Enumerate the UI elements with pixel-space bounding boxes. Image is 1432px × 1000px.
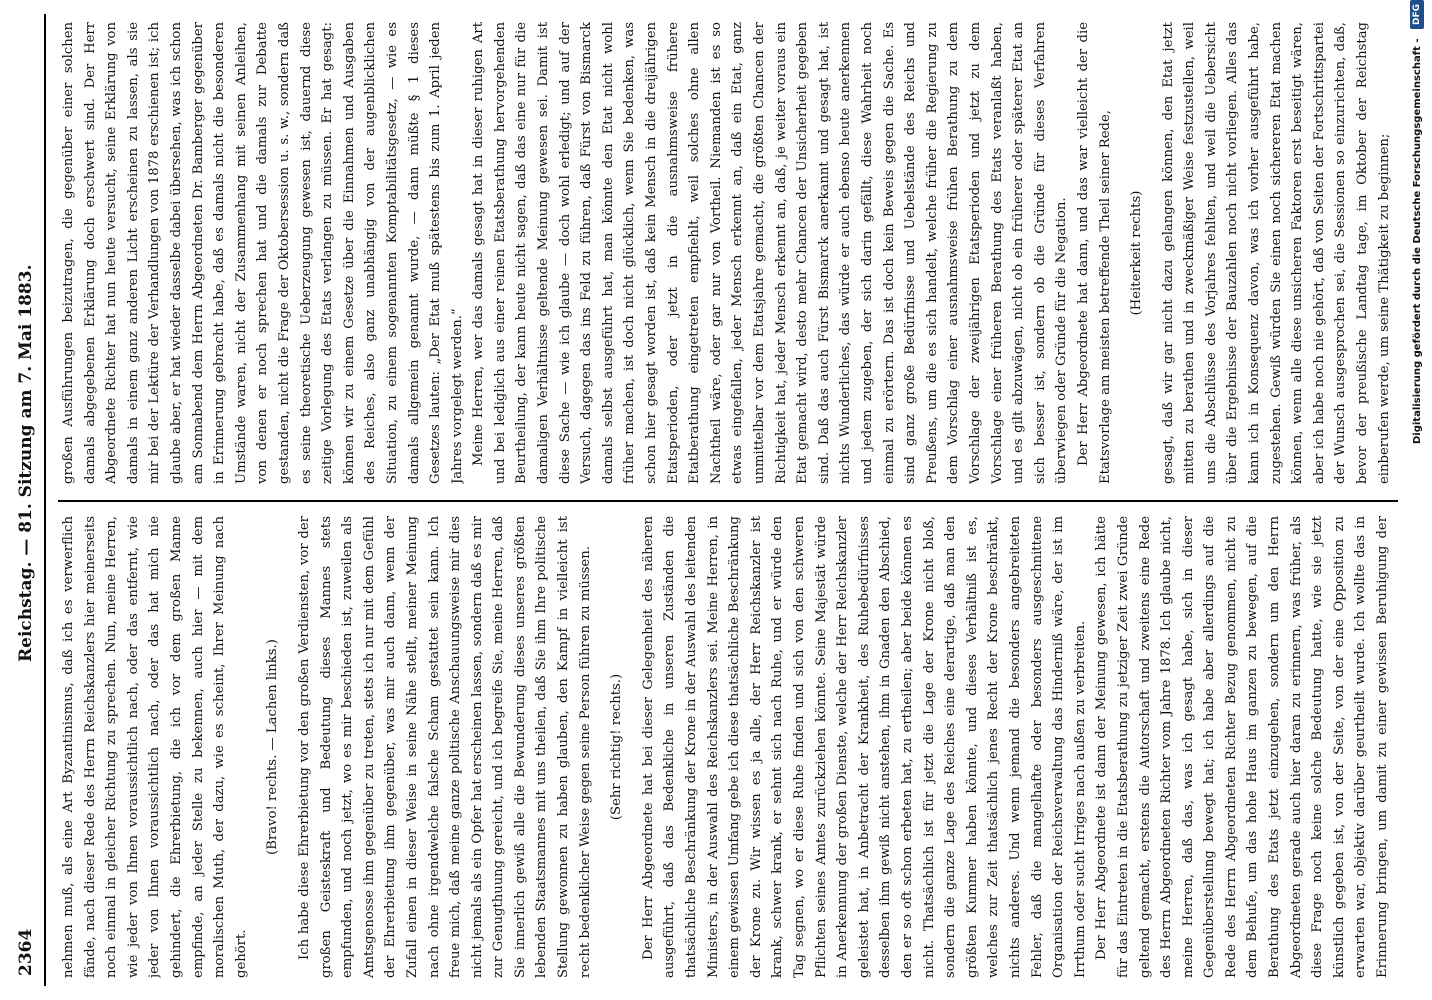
paragraph: nehmen muß, als eine Art Byzantinismus, daß ich es verwerflich fände, nach dieser Rede des Herrn Reichskanzlers hier meinerseits noch einmal in gleicher Richtung zu sprechen. Nun, meine Herren, wie jeder von Ihnen voraussichtlich nach, oder das entfernt, wie jeder von Ihnen voraussichtlich nach, oder das hat mich nie gehindert, die Ehrerbietung, die ich vor dem großen Manne empfinde, an jeder Stelle zu bekennen, auch hier — mit dem moralischen Muth, der dazu, wie es scheint, Ihrer Meinung nach gehört.: [61, 516, 249, 978]
header-title: Reichstag. — 81. Sitzung am 7. Mai 1883.: [16, 264, 36, 662]
credit-text: Digitalisierung gefördert durch die Deutsche Forschungsgemeinschaft -: [1411, 38, 1423, 445]
paragraph: großen Ausführungen beizutragen, die gegenüber einer solchen damals abgegebenen Erklärung doch erschwert sind. Der Herr Abgeordnete Richter hat nun heute versucht, seine Erklärung von damals in einem ganz anderen Licht erscheinen zu lassen, als sie mir bei der Lektüre der Verhandlungen von 1878 erschienen ist; ich glaube aber, er hat wieder dasselbe dabei übersehen, was ich schon am Sonnabend dem Herrn Abgeordneten Dr. Bamberger gegenüber in Erinnerung gebracht habe, daß es damals nicht die besonderen Umstände waren, nicht der Zusammenhang mit seinen Anleihen, von denen er noch sprechen hat und die damals zur Debatte gestanden, nicht die Frage der Oktobersession u. s. w., sondern daß es seine theoretische Ueberzeugung gewesen ist, dauernd diese zeitige Vorlegung des Etats verlangen zu müssen. Er hat gesagt: können wir zu einem Gesetze über die Einnahmen und Ausgaben des Reiches, also ganz unabhängig von der augenblicklichen Situation, zu einem sogenannten Komptabilitätsgesetz, — wie es damals allgemein genannt wurde, — dann müßte § 1 dieses Gesetzes lauten: „Der Etat muß spätestens bis zum 1. April jeden Jahres vorgelegt werden.“: [61, 22, 465, 484]
header-rule: [44, 14, 46, 986]
text-column-left: [58, 516, 1398, 978]
stage-direction: (Bravo! rechts. — Lachen links.): [265, 639, 281, 855]
paragraph: Ich habe diese Ehrerbietung vor den großen Verdiensten, vor der großen Geisteskraft und Bedeutung dieses Mannes stets empfunden, und noch jetzt, wo es mir beschieden ist, zuweilen als Amtsgenosse ihm gegenüber zu treten, stets ich nur mit dem Gefühl der Ehrerbietung ihm gegenüber, was mir auch dann, wenn der Zufall einen in dieser Weise in seine Nähe stellt, meiner Meinung nach ohne irgendwelche falsche Scham gestattet sein kann. Ich freue mich, daß meine ganze politische Anschauungsweise mir dies nicht jemals als ein Opfer hat erscheinen lassen, sondern daß es mir zur Genugthuung gereicht, und ich begreife Sie, meine Herren, daß Sie innerlich gewiß alle die Bewunderung dieses unseres größten lebenden Staatsmannes mit uns theilen, daß Sie ihm Ihre politische Stellung gewonnen zu haben glauben, den Kampf in vielleicht ist recht bedenklicher Weise gegen seine Person führen zu müssen.: [296, 516, 593, 978]
dfg-logo: DFG: [1410, 0, 1424, 29]
paragraph: Meine Herren, wer das damals gesagt hat in dieser ruhigen Art und bei lediglich aus einer reinen Etatsberathung hervorgehenden Beurtheilung, der kann heute nicht sagen, daß das eine nur für die damaligen Verhältnisse geltende Meinung gewesen sei. Damit ist diese Sache — wie ich glaube — doch wohl erledigt; und auf der Versuch, dagegen das ins Feld zu führen, daß Fürst von Bismarck damals selbst ausgeführt hat, man könnte den Etat nicht wohl früher machen, ist doch nicht glücklich, wenn Sie bedenken, was schon hier gesagt worden ist, daß kein Mensch in die dreijährigen Etatsperioden, oder jetzt in die ausnahmsweise frühere Etatberathung eingetreten empfiehlt, weil solches ohne allen Nachtheil wäre, oder gar nur von Vortheil. Niemanden ist es so etwas eingefallen, jeder Mensch erkennt an, daß ein Etat, ganz unmittelbar vor dem Etatsjahre gemacht, die größten Chancen der Richtigkeit hat, jeder Mensch erkennt an, daß, je weiter voraus ein Etat gemacht wird, desto mehr Chancen der Unsicherheit gegeben sind. Daß das auch Fürst Bismarck anerkannt und gesagt hat, ist nichts Wunderliches, das würde er auch ebenso heute anerkennen und jedem zugeben, der sich darin gefällt, diese Wahrheit noch einmal zu erörtern. Das ist doch kein Beweis gegen die Sache. Es sind ganz große Bedürfnisse und Uebelstände des Reichs und Preußens, um die es sich handelt, welche früher die Regierung zu dem Vorschlag einer ausnahmsweise frühen Berathung zu dem Vorschlage der zweijährigen Etatsperioden und jetzt zu dem Vorschlage einer früheren Berathung des Etats veranlaßt haben, und es gilt abzuwägen, nicht ob ein früherer oder späterer Etat an sich besser ist, sondern ob die Gründe für dieses Verfahren überwiegen oder Gründe für die Negation.: [471, 22, 1070, 484]
digitization-credit: [1410, 0, 1432, 1000]
page-number: 2364: [16, 928, 36, 976]
text-column-right: [58, 22, 1398, 484]
column-divider: [58, 500, 1398, 502]
running-header: [14, 18, 40, 982]
stage-direction: (Heiterkeit rechts): [1129, 190, 1145, 316]
stage-direction: (Sehr richtig! rechts.): [609, 673, 625, 821]
paragraph: gesagt, daß wir gar nicht dazu gelangen können, den Etat jetzt mitten zu berathen und in zweckmäßiger Weise festzustellen, weil uns die Abschlüsse des Vorjahres fehlten, und weil die Uebersicht über die Ergebnisse der Bauzahlen noch nicht vorliegen. Alles das kann ich in Konsequenz davon, was ich vorher ausgeführt habe, zugestehen. Gewiß würden Sie einen noch sichereren Etat machen können, wenn alle diese unsicheren Faktoren erst beseitigt wären, aber ich habe noch nie gehört, daß von Seiten der Fortschrittspartei der Wunsch ausgesprochen sei, die Sessionen so einzurichten, daß, bevor der preußische Landtag tage, im Oktober der Reichstag einberufen werde, um seine Thätigkeit zu beginnen;: [1160, 22, 1392, 484]
paragraph: Der Herr Abgeordnete hat dann, und das war vielleicht der die Etatsvorlage am meisten betreffende Theil seiner Rede,: [1075, 22, 1113, 484]
paragraph: Der Herr Abgeordnete hat bei dieser Gelegenheit des näheren ausgeführt, daß das Bedenkliche in unseren Zuständen die thatsächliche Beschränkung der Krone in der Auswahl des leitenden Ministers, in der Auswahl des Reichskanzlers sei. Meine Herren, in einem gewissen Umfang gebe ich diese thatsächliche Beschränkung der Krone zu. Wir wissen es ja alle, der Herr Reichskanzler ist krank, schwer krank, er sehnt sich nach Ruhe, und er würde den Tag segnen, wo er diese Ruhe finden und sich von den schweren Pflichten seines Amtes zurückziehen könnte. Seine Majestät würde in Anerkennung der großen Dienste, welche der Herr Reichskanzler geleistet hat, in Anbetracht der Krankheit, des Ruhebedürfnisses desselben ihm gewiß nicht anstehen, ihm in Gnaden den Abschied, den er so oft schon erbeten hat, zu ertheilen; aber beide können es nicht. Thatsächlich ist für jetzt die Lage der Krone nicht bloß, sondern die ganze Lage des Reiches eine derartige, daß man den größten Kummer haben könnte, und dieses Verhältniß ist es, welches zur Zeit thatsächlich jenes Recht der Krone beschränkt, nichts anderes. Und wenn jemand die besonders angebreiteten Fehler, daß die mangelhafte oder besonders ausgeschnittene Organisation der Reichsverwaltung das Hinderniß wäre, der ist im Irrthum oder sucht Irriges nach außen zu verbreiten.: [640, 516, 1088, 978]
paragraph: Der Herr Abgeordnete ist dann der Meinung gewesen, ich hätte für das Eintreten in die Etatsberathung zu jetziger Zeit zwei Gründe geltend gemacht, erstens die Autorschaft und zweitens eine Rede des Herrn Abgeordneten Richter vom Jahre 1878. Ich glaube nicht, meine Herren, daß das, was ich gesagt habe, sich in dieser Gegenüberstellung bewegt hat; ich habe aber allerdings auf die Rede des Herrn Abgeordneten Richter Bezug genommen, nicht zu dem Behufe, um das hohe Haus im ganzen zu bewegen, auf die Berathung des Etats jetzt einzugehen, sondern um den Herrn Abgeordneten gerade auch hier daran zu erinnern, was früher, als diese Frage noch keine solche Bedeutung hatte, wie sie jetzt künstlich gegeben ist, von der Seite, von der eine Opposition zu erwarten war, objektiv darüber geurtheilt wurde. Ich wollte das in Erinnerung bringen, um damit zu einer gewissen Beruhigung der: [1094, 516, 1391, 978]
